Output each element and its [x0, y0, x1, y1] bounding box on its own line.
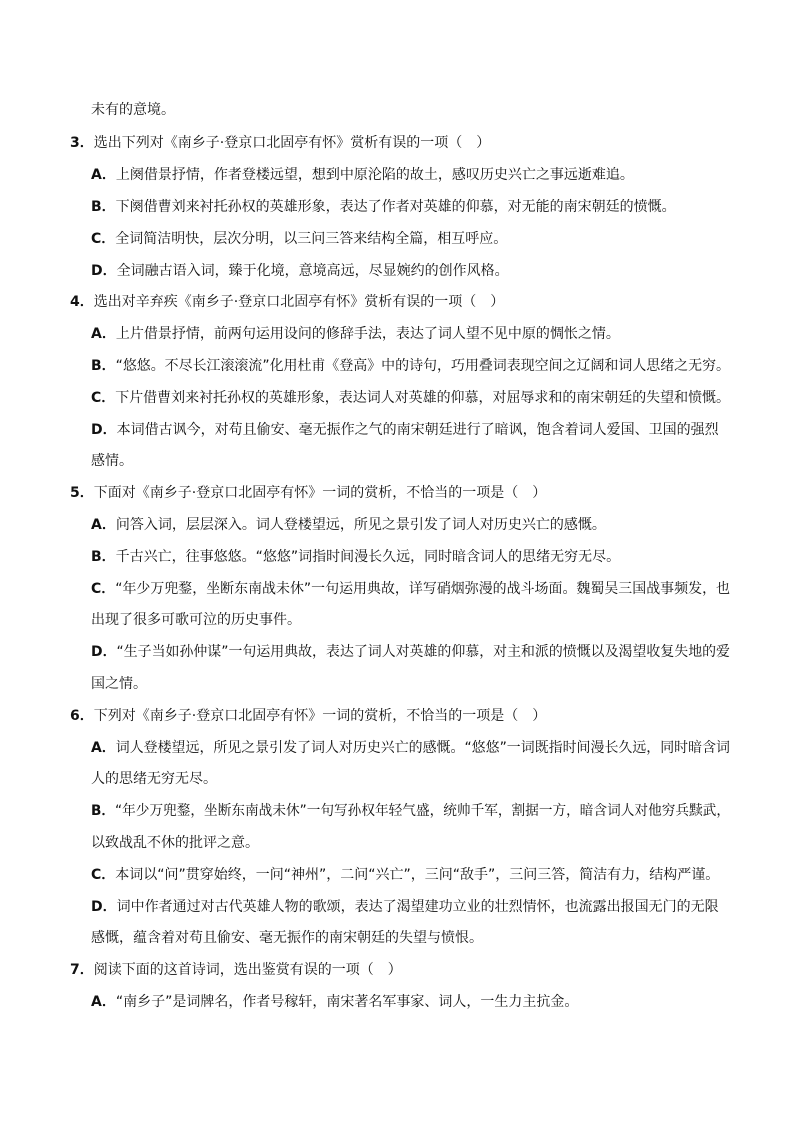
question-5 — [70, 484, 546, 502]
option-text: 全词简洁明快，层次分明，以三问三答来结构全篇，相互呼应。 — [115, 231, 508, 247]
line-text: 人的思绪无穷无尽。 — [91, 771, 217, 787]
option-text: “悠悠。不尽长江滚滚流”化用杜甫《登高》中的诗句，巧用叠词表现空间之辽阔和词人思绪之无穷。 — [115, 358, 731, 374]
question-6-option-b-continued — [91, 834, 259, 852]
question-3-option-a — [91, 166, 634, 184]
question-7 — [70, 961, 402, 979]
line-text: 感情。 — [91, 453, 133, 469]
option-text: 词中作者通过对古代英雄人物的歌颂，表达了渴望建功立业的壮烈情怀，也流露出报国无门的无限 — [116, 899, 719, 915]
question-6-option-c — [91, 866, 719, 884]
option-text: 本词以“问”贯穿始终，一问“神州”，二问“兴亡”，三问“敌手”，三问三答，简洁有力，结构严谨。 — [115, 867, 720, 883]
option-text: 问答入词，层层深入。词人登楼望远，所见之景引发了词人对历史兴亡的感慨。 — [115, 517, 606, 533]
option-text: “年少万兜鍪，坐断东南战未休”一句运用典故，详写硝烟弥漫的战斗场面。魏蜀吴三国战事频发，也 — [115, 581, 731, 597]
question-4 — [70, 293, 504, 311]
option-text: 上阕借景抒情，作者登楼远望，想到中原沦陷的故土，感叹历史兴亡之事远逝难追。 — [115, 167, 634, 183]
question-6-option-d — [91, 898, 719, 916]
option-text: “生子当如孙仲谋”一句运用典故，表达了词人对英雄的仰慕，对主和派的愤慨以及渴望收复失地的爱 — [116, 644, 730, 660]
line-text: 出现了很多可歌可泣的历史事件。 — [91, 612, 301, 628]
question-7-option-a — [91, 993, 578, 1011]
option-text: “南乡子”是词牌名，作者号稼轩，南宋著名军事家、词人，一生力主抗金。 — [115, 994, 579, 1010]
question-text: 阅读下面的这首诗词，选出鉴赏有误的一项（ ） — [93, 962, 402, 978]
question-number: 7． — [70, 962, 94, 978]
option-text: 全词融古语入词，臻于化境，意境高远，尽显婉约的创作风格。 — [116, 263, 509, 279]
line-text: 未有的意境。 — [91, 102, 175, 118]
question-4-option-d — [91, 421, 719, 439]
line-text: 以致战乱不休的批评之意。 — [91, 835, 259, 851]
question-6-option-b — [91, 802, 730, 820]
option-label: A． — [91, 326, 116, 342]
option-label: C． — [91, 867, 116, 883]
option-label: C． — [91, 581, 116, 597]
option-label: A． — [91, 517, 116, 533]
option-text: 本词借古讽今，对苟且偷安、毫无振作之气的南宋朝廷进行了暗讽，饱含着词人爱国、卫国的强烈 — [116, 422, 719, 438]
line-text: 感慨，蕴含着对苟且偷安、毫无振作的南宋朝廷的失望与愤恨。 — [91, 930, 483, 946]
question-4-option-d-continued — [91, 452, 133, 470]
option-text: 下阕借曹刘来衬托孙权的英雄形象，表达了作者对英雄的仰慕，对无能的南宋朝廷的愤慨。 — [115, 199, 676, 215]
question-3 — [70, 134, 490, 152]
question-3-option-d — [91, 262, 509, 280]
question-number: 6． — [70, 708, 94, 724]
option-label: B． — [91, 803, 116, 819]
option-label: D． — [91, 644, 117, 660]
option-label: A． — [91, 994, 116, 1010]
line-text: 国之情。 — [91, 676, 147, 692]
question-6-option-a — [91, 739, 730, 757]
question-3-option-b — [91, 198, 676, 216]
question-number: 3． — [70, 135, 94, 151]
question-4-option-a — [91, 325, 620, 343]
question-5-option-d — [91, 643, 730, 661]
option-label: D． — [91, 899, 117, 915]
option-label: B． — [91, 199, 116, 215]
option-label: B． — [91, 549, 116, 565]
option-label: C． — [91, 231, 116, 247]
question-text: 下面对《南乡子·登京口北固亭有怀》一词的赏析，不恰当的一项是（ ） — [93, 485, 547, 501]
option-text: 下片借曹刘来衬托孙权的英雄形象，表达词人对英雄的仰慕，对屈辱求和的南宋朝廷的失望和愤慨。 — [115, 390, 731, 406]
question-4-option-c — [91, 389, 730, 407]
question-6-option-d-continued — [91, 929, 483, 947]
question-number: 4． — [70, 294, 94, 310]
option-label: C． — [91, 390, 116, 406]
question-text: 选出对辛弃疾《南乡子·登京口北固亭有怀》赏析有误的一项（ ） — [93, 294, 505, 310]
question-5-option-d-continued — [91, 675, 147, 693]
question-4-option-b — [91, 357, 730, 375]
question-6 — [70, 707, 546, 725]
question-5-option-c-continued — [91, 611, 301, 629]
question-text: 选出下列对《南乡子·登京口北固亭有怀》赏析有误的一项（ ） — [93, 135, 491, 151]
question-3-option-c — [91, 230, 507, 248]
option-text: 词人登楼望远，所见之景引发了词人对历史兴亡的感慨。“悠悠”一词既指时间漫长久远，同时暗含词 — [115, 740, 730, 756]
question-6-option-a-continued — [91, 770, 217, 788]
continuation-line — [91, 101, 175, 119]
option-label: A． — [91, 740, 116, 756]
question-5-option-b — [91, 548, 620, 566]
option-label: A． — [91, 167, 116, 183]
option-label: D． — [91, 263, 117, 279]
question-5-option-c — [91, 580, 730, 598]
option-label: D． — [91, 422, 117, 438]
option-text: “年少万兜鍪，坐断东南战未休”一句写孙权年轻气盛，统帅千军，割据一方，暗含词人对他穷兵黩武， — [115, 803, 731, 819]
question-text: 下列对《南乡子·登京口北固亭有怀》一词的赏析，不恰当的一项是（ ） — [93, 708, 547, 724]
option-label: B． — [91, 358, 116, 374]
question-5-option-a — [91, 516, 606, 534]
option-text: 上片借景抒情，前两句运用设问的修辞手法，表达了词人望不见中原的惆怅之情。 — [115, 326, 620, 342]
option-text: 千古兴亡，往事悠悠。“悠悠”词指时间漫长久远，同时暗含词人的思绪无穷无尽。 — [115, 549, 621, 565]
question-number: 5． — [70, 485, 94, 501]
